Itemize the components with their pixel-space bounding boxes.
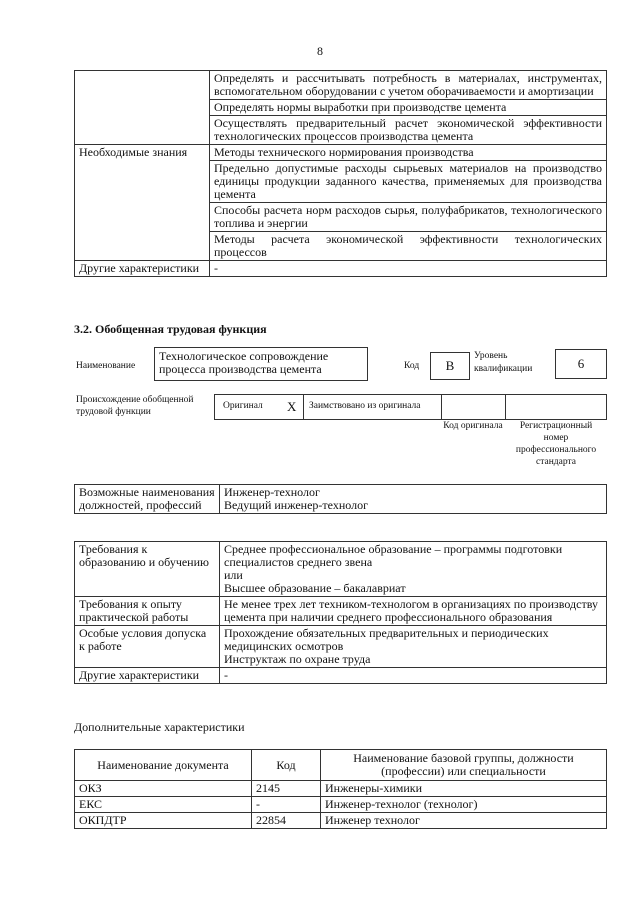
positions-table <box>74 484 607 514</box>
cell-document: ОКЗ <box>75 781 252 797</box>
row-value: Определять нормы выработки при производстве цемента <box>210 100 607 116</box>
row-value: Методы расчета экономической эффективности технологических процессов <box>210 232 607 261</box>
level-label: Уровень квалификации <box>474 351 533 374</box>
section-title: 3.2. Обобщенная трудовая функция <box>74 322 267 336</box>
cell-document: ОКПДТР <box>75 813 252 829</box>
divider <box>303 395 304 419</box>
cell-code: 22854 <box>252 813 321 829</box>
row-value: - <box>210 261 607 277</box>
code-original-label: Код оригинала <box>443 421 503 431</box>
original-label: Оригинал <box>223 401 263 411</box>
table-row <box>75 542 607 597</box>
row-value: Предельно допустимые расходы сырьевых материалов на производство единицы продукции заданного качества, применяемых для производства цемента <box>210 161 607 203</box>
table-header-row <box>75 750 607 781</box>
cell-document: ЕКС <box>75 797 252 813</box>
position-item: Инженер-технолог <box>224 485 320 499</box>
reg-number-label: Регистрационный номер профессионального стандарта <box>515 421 597 467</box>
cell-group: Инженеры-химики <box>321 781 607 797</box>
page-number: 8 <box>317 44 323 58</box>
additional-title: Дополнительные характеристики <box>74 720 245 734</box>
row-label: Требования к опыту практической работы <box>75 597 220 626</box>
table-row <box>75 813 607 829</box>
level-value-box: 6 <box>555 349 607 379</box>
header-group: Наименование базовой группы, должности (профессии) или специальности <box>321 750 607 781</box>
cell-code: 2145 <box>252 781 321 797</box>
row-value <box>220 542 607 597</box>
row-label: Другие характеристики <box>75 668 220 684</box>
position-item: Ведущий инженер-технолог <box>224 498 368 512</box>
table-row <box>75 261 607 277</box>
table-row <box>75 797 607 813</box>
table-row <box>75 781 607 797</box>
table-row <box>75 597 607 626</box>
row-value: Способы расчета норм расходов сырья, полуфабрикатов, технологического топлива и энергии <box>210 203 607 232</box>
name-label: Наименование <box>76 361 136 371</box>
cell-group: Инженер-технолог (технолог) <box>321 797 607 813</box>
additional-table <box>74 749 607 829</box>
header-document: Наименование документа <box>75 750 252 781</box>
original-mark: X <box>287 399 297 414</box>
cell-group: Инженер технолог <box>321 813 607 829</box>
row-label: Другие характеристики <box>75 261 210 277</box>
row-label: Необходимые знания <box>75 145 210 261</box>
requirements-table <box>74 541 607 684</box>
skills-knowledge-table <box>74 70 607 277</box>
requirement-line: Прохождение обязательных предварительных и периодических медицинских осмотров <box>224 626 549 653</box>
origin-label: Происхождение обобщенной трудовой функции <box>76 395 194 417</box>
divider <box>505 395 506 419</box>
header-code: Код <box>252 750 321 781</box>
row-value: Методы технического нормирования производства <box>210 145 607 161</box>
borrowed-label: Заимствовано из оригинала <box>309 401 421 411</box>
row-value: - <box>220 668 607 684</box>
divider <box>441 395 442 419</box>
row-label: Требования к образованию и обучению <box>75 542 220 597</box>
table-row <box>75 485 607 514</box>
origin-box <box>214 394 607 420</box>
requirement-line: Инструктаж по охране труда <box>224 652 371 666</box>
row-value <box>220 626 607 668</box>
row-label: Особые условия допуска к работе <box>75 626 220 668</box>
table-row <box>75 71 607 100</box>
table-row <box>75 668 607 684</box>
code-value-box: В <box>430 352 470 380</box>
requirement-line: Среднее профессиональное образование – программы подготовки специалистов среднего звена <box>224 542 563 569</box>
table-row <box>75 626 607 668</box>
row-label: Возможные наименования должностей, профессий <box>75 485 220 514</box>
requirement-line: или <box>224 568 243 582</box>
requirement-line: Высшее образование – бакалавриат <box>224 581 406 595</box>
row-label <box>75 71 210 145</box>
function-name-box: Технологическое сопровождение процесса производства цемента <box>154 347 368 381</box>
row-value <box>220 485 607 514</box>
code-label: Код <box>404 361 420 371</box>
row-value: Не менее трех лет техником-технологом в организациях по производству цемента при наличии среднего профессионального образования <box>220 597 607 626</box>
table-row <box>75 145 607 161</box>
row-value: Определять и рассчитывать потребность в материалах, инструментах, вспомогательном оборудовании с учетом оборачиваемости и амортизации <box>210 71 607 100</box>
row-value: Осуществлять предварительный расчет экономической эффективности технологических процессов производства цемента <box>210 116 607 145</box>
cell-code: - <box>252 797 321 813</box>
